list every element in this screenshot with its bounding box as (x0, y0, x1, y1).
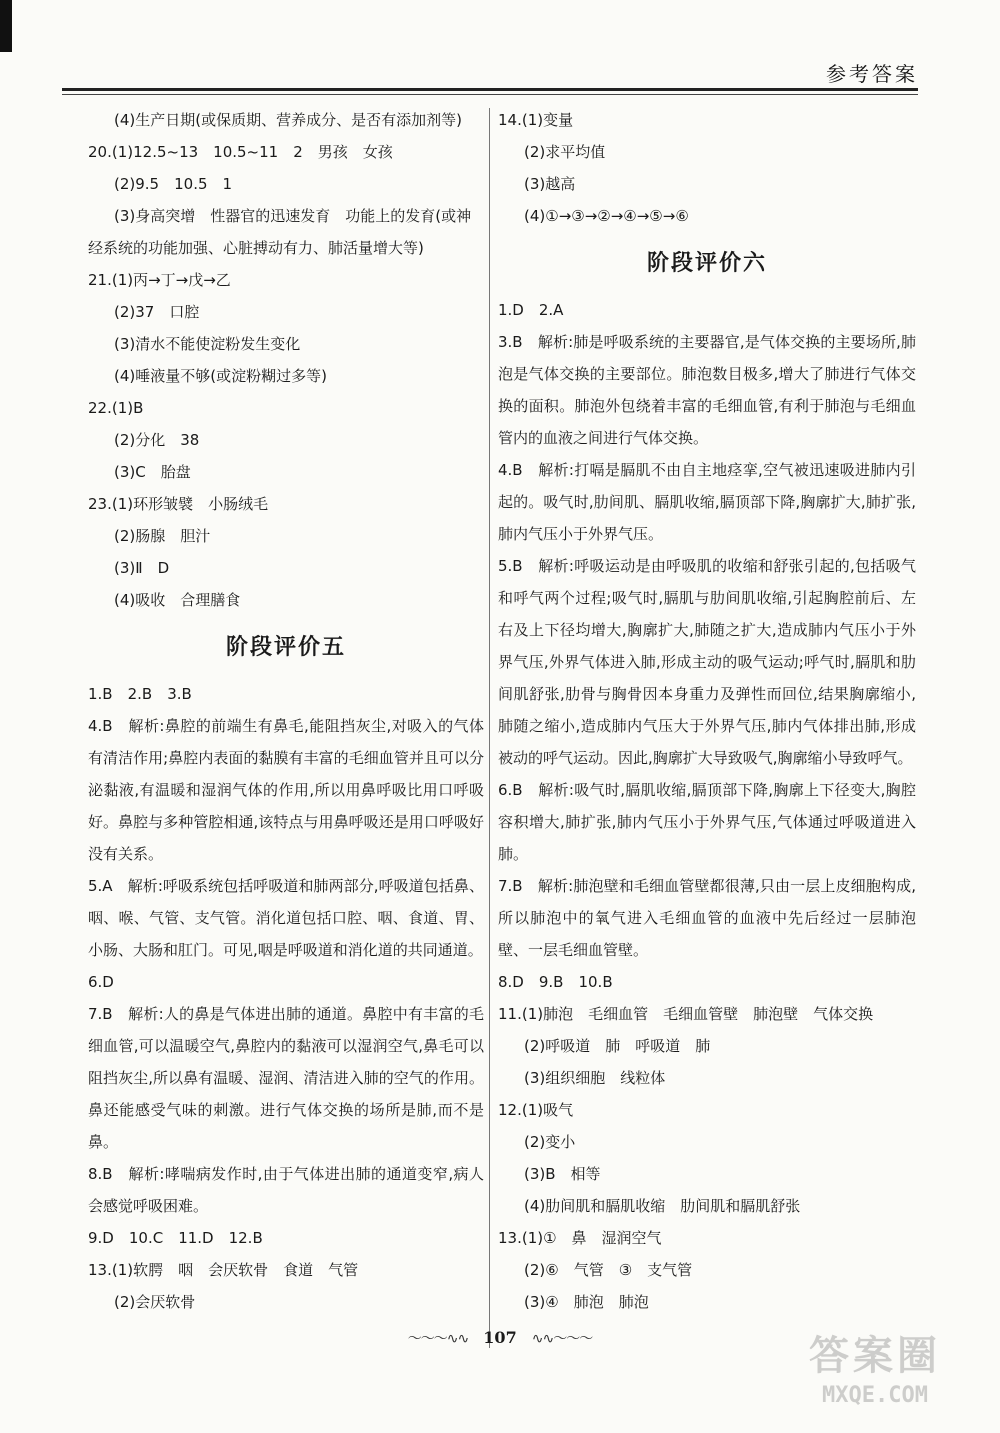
answer-paragraph: 5.A 解析:呼吸系统包括呼吸道和肺两部分,呼吸道包括鼻、咽、喉、气管、支气管。消化道包括口腔、咽、食道、胃、小肠、大肠和肛门。可见,咽是呼吸道和消化道的共同通道。 (88, 877, 484, 959)
answer-line: (2)呼吸道 肺 呼吸道 肺 (524, 1037, 711, 1055)
answer-line: 1.B 2.B 3.B (88, 685, 192, 703)
answer-line: 1.D 2.A (498, 301, 564, 319)
answer-line: (2)9.5 10.5 1 (114, 175, 233, 193)
answer-line: (4)①→③→②→④→⑤→⑥ (524, 207, 689, 225)
answer-paragraph: 4.B 解析:鼻腔的前端生有鼻毛,能阻挡灰尘,对吸入的气体有清洁作用;鼻腔内表面的黏膜有丰富的毛细血管并且可以分泌黏液,有温暖和湿润气体的作用,所以用鼻呼吸比用口呼吸好。鼻腔与多种管腔相通,该特点与用鼻呼吸还是用口呼吸好没有关系。 (88, 717, 484, 863)
answer-line: 13.(1)软腭 咽 会厌软骨 食道 气管 (88, 1261, 359, 1279)
answer-line: 20.(1)12.5~13 10.5~11 2 男孩 女孩 (88, 143, 393, 161)
answer-line: 经系统的功能加强、心脏搏动有力、肺活量增大等) (88, 239, 424, 257)
answer-line: 13.(1)① 鼻 湿润空气 (498, 1229, 662, 1247)
answer-line: 22.(1)B (88, 399, 144, 417)
answer-line: 12.(1)吸气 (498, 1101, 574, 1119)
answer-line: (3)清水不能使淀粉发生变化 (114, 335, 301, 353)
answer-line: (4)吸收 合理膳食 (114, 591, 241, 609)
answer-paragraph: 4.B 解析:打嗝是膈肌不由自主地痉挛,空气被迅速吸进肺内引起的。吸气时,肋间肌、膈肌收缩,膈顶部下降,胸廓扩大,肺扩张,肺内气压小于外界气压。 (498, 461, 916, 543)
left-column (88, 104, 484, 1318)
answer-line: (2)变小 (524, 1133, 576, 1151)
answer-line: (2)会厌软骨 (114, 1293, 196, 1311)
watermark-logo (780, 1331, 970, 1421)
page-header-title: 参考答案 (826, 62, 918, 86)
answer-paragraph: 6.B 解析:吸气时,膈肌收缩,膈顶部下降,胸廓上下径变大,胸腔容积增大,肺扩张,肺内气压小于外界气压,气体通过呼吸道进入肺。 (498, 781, 916, 863)
watermark-text: 答案圈 (809, 1333, 941, 1379)
answer-paragraph: 8.B 解析:哮喘病发作时,由于气体进出肺的通道变窄,病人会感觉呼吸困难。 (88, 1165, 484, 1215)
answer-line: 8.D 9.B 10.B (498, 973, 613, 991)
header-rule-thin (62, 94, 918, 95)
answer-line: (4)唾液量不够(或淀粉糊过多等) (114, 367, 327, 385)
answer-line: (3)C 胎盘 (114, 463, 191, 481)
section-title-six: 阶段评价六 (646, 251, 767, 276)
footer-ornament-right: ∿∿～～～ (531, 1331, 593, 1347)
answer-line: (2)⑥ 气管 ③ 支气管 (524, 1261, 693, 1279)
section-title-five: 阶段评价五 (225, 635, 346, 660)
answer-line: 9.D 10.C 11.D 12.B (88, 1229, 263, 1247)
footer-ornament-left: ～～～∿∿ (407, 1331, 469, 1347)
answer-line: (4)肋间肌和膈肌收缩 肋间肌和膈肌舒张 (524, 1197, 801, 1215)
answer-line: 23.(1)环形皱襞 小肠绒毛 (88, 495, 269, 513)
answer-line: (2)肠腺 胆汁 (114, 527, 211, 545)
column-divider (489, 108, 490, 1348)
answer-line: (3)B 相等 (524, 1165, 601, 1183)
answer-line: (2)37 口腔 (114, 303, 200, 321)
answer-line: (3)越高 (524, 175, 576, 193)
right-column (498, 104, 916, 1318)
answer-line: (3)身高突增 性器官的迅速发育 功能上的发育(或神 (114, 207, 472, 225)
answer-line: (3)组织细胞 线粒体 (524, 1069, 666, 1087)
answer-paragraph: 7.B 解析:人的鼻是气体进出肺的通道。鼻腔中有丰富的毛细血管,可以温暖空气,鼻腔内的黏液可以湿润空气,鼻毛可以阻挡灰尘,所以鼻有温暖、湿润、清洁进入肺的空气的作用。鼻还能感受气味的刺激。进行气体交换的场所是肺,而不是鼻。 (88, 1005, 484, 1151)
header-rule (62, 88, 918, 91)
answer-line: (2)求平均值 (524, 143, 606, 161)
answer-paragraph: 3.B 解析:肺是呼吸系统的主要器官,是气体交换的主要场所,肺泡是气体交换的主要部位。肺泡数目极多,增大了肺进行气体交换的面积。肺泡外包绕着丰富的毛细血管,有利于肺泡与毛细血管内的血液之间进行气体交换。 (498, 333, 916, 447)
answer-line: (2)分化 38 (114, 431, 200, 449)
answer-line: 14.(1)变量 (498, 111, 574, 129)
answer-line: 21.(1)丙→丁→戊→乙 (88, 271, 231, 289)
answer-line: 11.(1)肺泡 毛细血管 毛细血管壁 肺泡壁 气体交换 (498, 1005, 874, 1023)
corner-mark (0, 0, 12, 52)
answer-line: (3)④ 肺泡 肺泡 (524, 1293, 649, 1311)
answer-line: (3)Ⅱ D (114, 559, 170, 577)
answer-line: 6.D (88, 973, 114, 991)
watermark-url: MXQE.COM (822, 1383, 928, 1408)
answer-line: (4)生产日期(或保质期、营养成分、是否有添加剂等) (114, 111, 462, 129)
answer-paragraph: 5.B 解析:呼吸运动是由呼吸肌的收缩和舒张引起的,包括吸气和呼气两个过程;吸气时,膈肌与肋间肌收缩,引起胸腔前后、左右及上下径均增大,胸廓扩大,肺随之扩大,造成肺内气压小于外界气压,外界气体进入肺,形成主动的吸气运动;呼气时,膈肌和肋间肌舒张,肋骨与胸骨因本身重力及弹性而回位,结果胸廓缩小,肺随之缩小,造成肺内气压大于外界气压,肺内气体排出肺,形成被动的呼气运动。因此,胸廓扩大导致吸气,胸廓缩小导致呼气。 (498, 557, 916, 767)
page-number: 107 (483, 1328, 517, 1347)
answer-paragraph: 7.B 解析:肺泡壁和毛细血管壁都很薄,只由一层上皮细胞构成,所以肺泡中的氧气进入毛细血管的血液中先后经过一层肺泡壁、一层毛细血管壁。 (498, 877, 916, 959)
